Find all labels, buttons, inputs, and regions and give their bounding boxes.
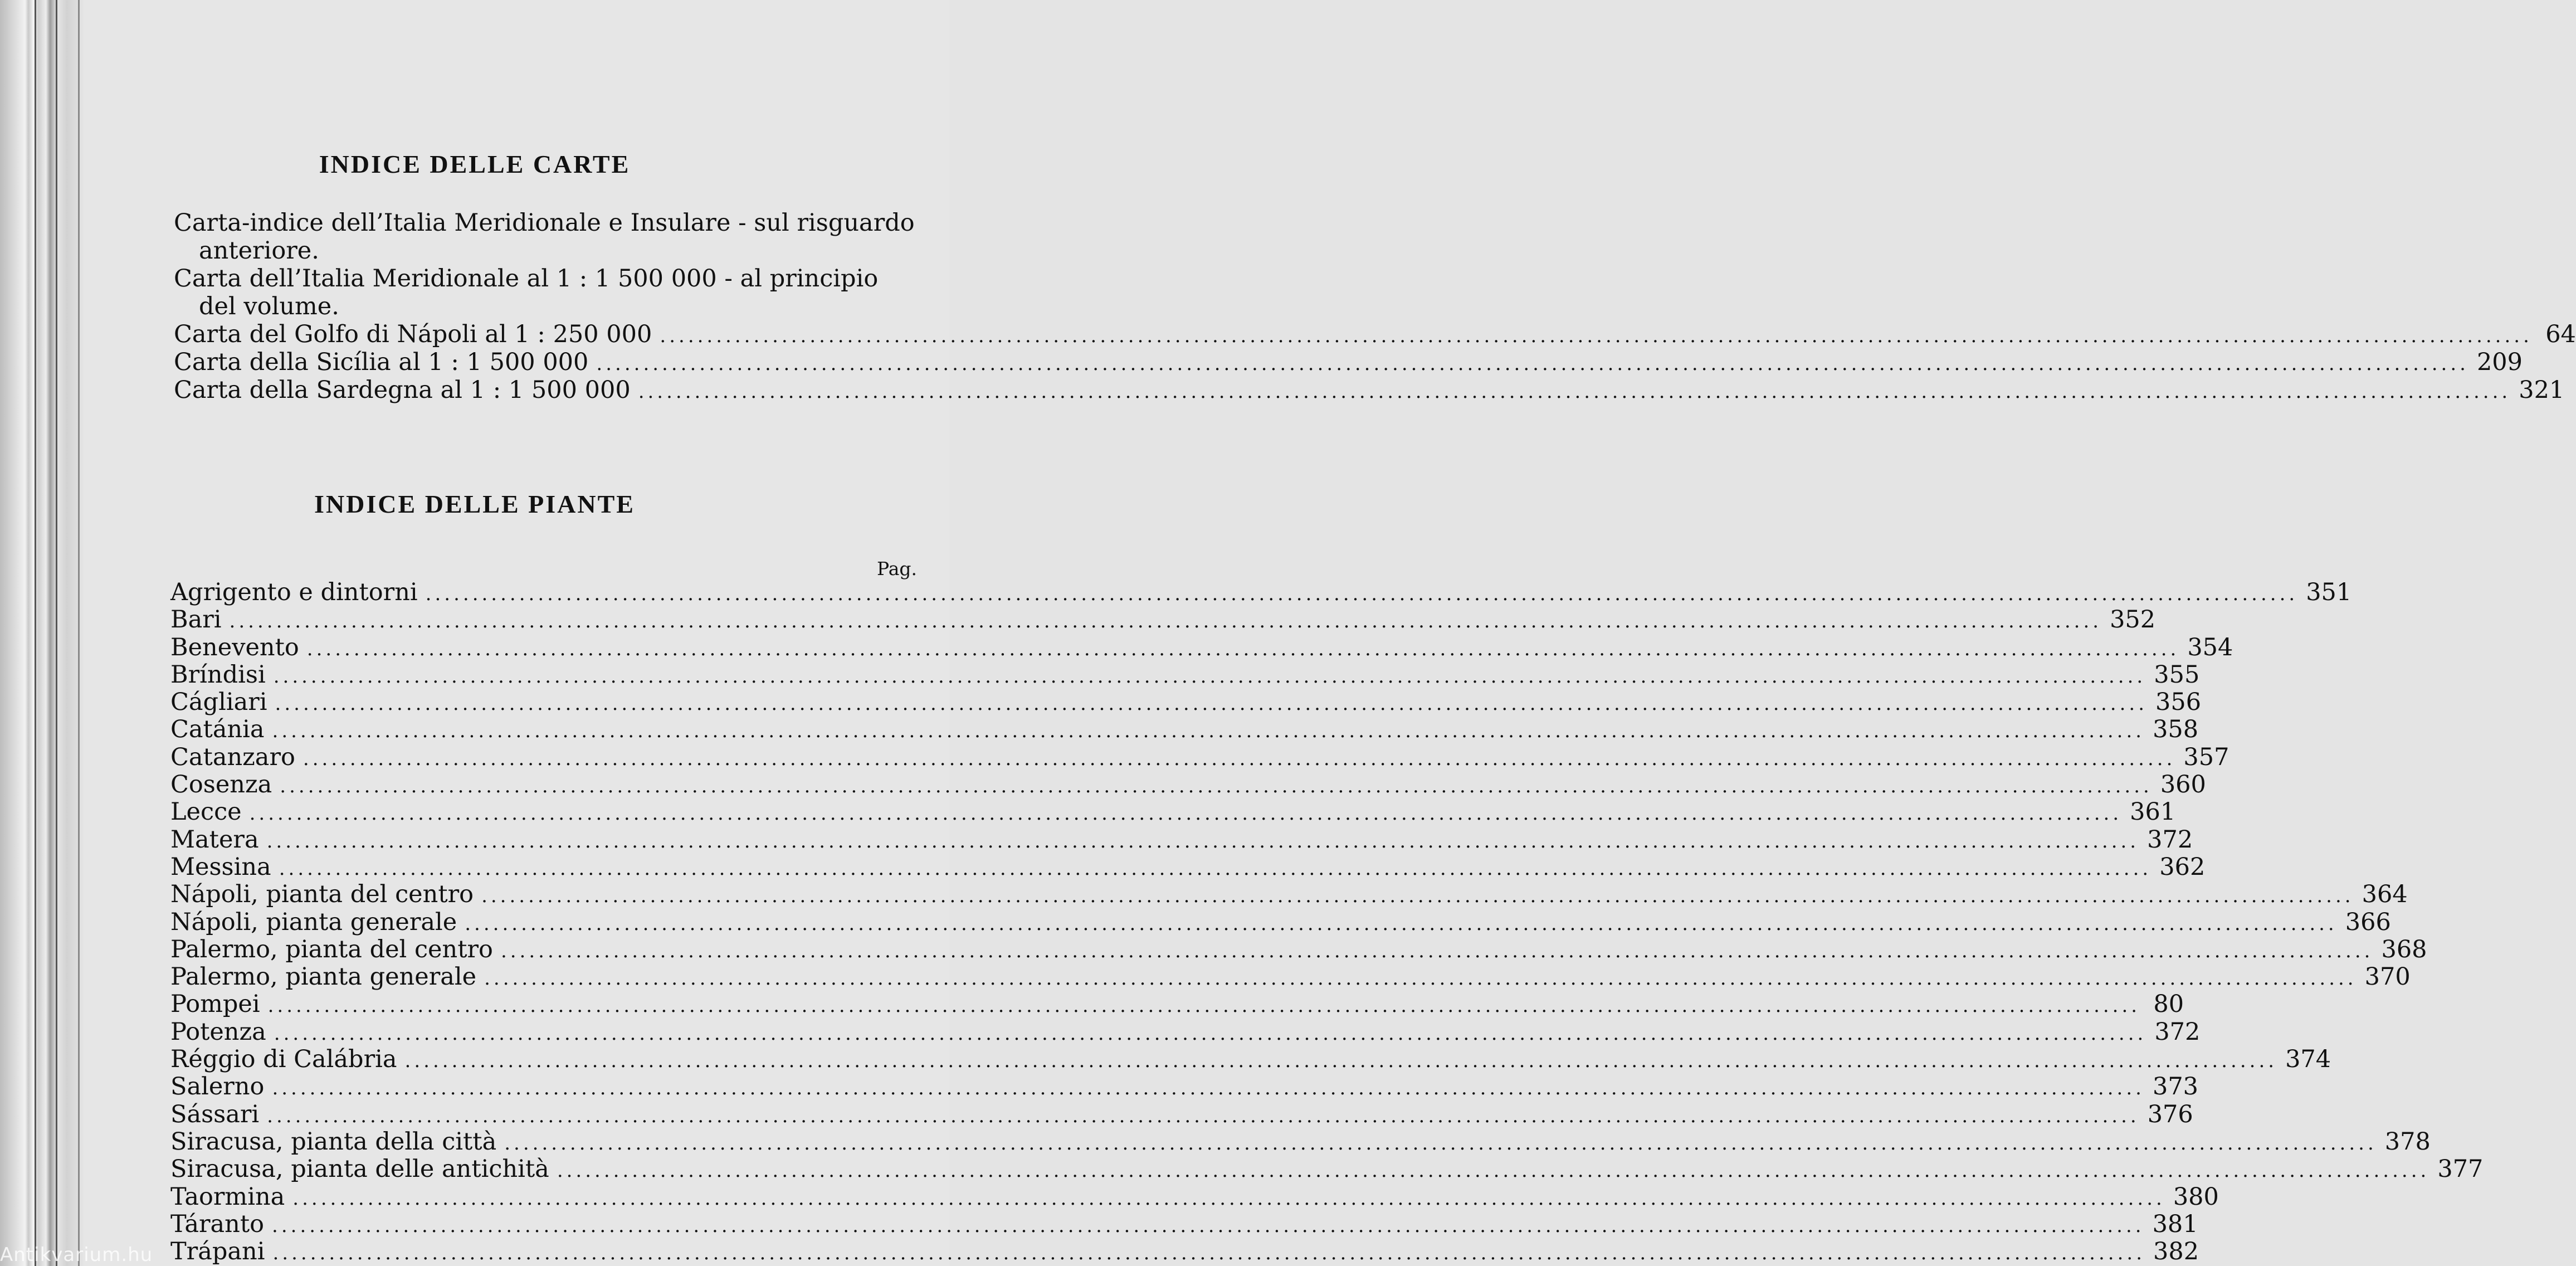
leader-dots: ........................................................................................................................................................................................................	[557, 1160, 2430, 1182]
index-entry	[170, 1073, 2199, 1101]
carte-entries	[174, 320, 2576, 404]
index-entry	[170, 1127, 2431, 1156]
leader-dots: ........................................................................................................................................................................................................	[292, 1187, 2165, 1210]
entry-label: Salerno	[170, 1073, 265, 1101]
carte-heading: INDICE DELLE CARTE	[319, 150, 631, 178]
index-entry	[170, 606, 2156, 634]
entry-page-number: 374	[2285, 1045, 2331, 1074]
entry-page-number: 381	[2152, 1210, 2198, 1238]
entry-label: Messina	[170, 853, 271, 881]
index-entry	[170, 963, 2411, 991]
leader-dots: ........................................................................................................................................................................................................	[484, 967, 2357, 990]
leader-dots: ........................................................................................................................................................................................................	[306, 637, 2180, 660]
entry-label: Catanzaro	[170, 743, 295, 771]
index-entry	[174, 376, 2565, 404]
index-entry	[170, 853, 2206, 881]
entry-page-number: 358	[2153, 715, 2199, 744]
entry-label: Potenza	[170, 1017, 266, 1046]
leader-dots: ........................................................................................................................................................................................................	[272, 1242, 2146, 1265]
entry-page-number: 368	[2381, 935, 2427, 963]
book-spine-edge	[0, 0, 84, 1266]
leader-dots: ........................................................................................................................................................................................................	[272, 720, 2145, 743]
entry-page-number: 366	[2345, 908, 2391, 936]
piante-entries	[170, 578, 2484, 1266]
leader-dots: ........................................................................................................................................................................................................	[425, 583, 2299, 605]
entry-page-number: 352	[2110, 606, 2156, 634]
entry-page-number: 355	[2154, 660, 2200, 689]
entry-label: Táranto	[170, 1210, 265, 1238]
entry-label: Siracusa, pianta delle antichità	[170, 1155, 549, 1184]
page-column-header: Pag.	[876, 558, 917, 580]
index-entry	[170, 1017, 2201, 1046]
entry-page-number: 373	[2152, 1073, 2199, 1101]
entry-page-number: 357	[2183, 743, 2229, 771]
entry-label: Palermo, pianta generale	[170, 963, 477, 991]
leader-dots: ........................................................................................................................................................................................................	[272, 1214, 2145, 1237]
page-edge-line	[56, 0, 57, 1266]
entry-label: Réggio di Calábria	[170, 1045, 397, 1074]
leader-dots: ........................................................................................................................................................................................................	[596, 353, 2469, 375]
entry-page-number: 382	[2153, 1238, 2199, 1266]
entry-page-number: 80	[2153, 990, 2184, 1019]
index-entry	[170, 880, 2408, 909]
entry-page-number: 209	[2476, 348, 2523, 376]
entry-page-number: 356	[2155, 688, 2202, 717]
entry-label: Carta della Sardegna al 1 : 1 500 000	[174, 376, 631, 404]
entry-label: Catánia	[170, 715, 265, 744]
entry-page-number: 360	[2160, 771, 2206, 799]
index-entry	[170, 743, 2229, 771]
entry-page-number: 378	[2384, 1127, 2431, 1156]
entry-label: Carta della Sicília al 1 : 1 500 000	[174, 348, 589, 376]
leader-dots: ........................................................................................................................................................................................................	[267, 995, 2141, 1017]
entry-page-number: 372	[2154, 1017, 2201, 1046]
entry-page-number: 377	[2437, 1155, 2484, 1184]
leader-dots: ........................................................................................................................................................................................................	[267, 1104, 2140, 1127]
index-entry	[170, 1100, 2193, 1128]
index-entry	[170, 771, 2206, 799]
index-entry	[170, 1210, 2198, 1238]
index-entry	[170, 798, 2176, 826]
piante-index	[170, 558, 2484, 1266]
index-entry	[174, 320, 2576, 348]
leader-dots: ........................................................................................................................................................................................................	[500, 939, 2374, 962]
carte-index	[174, 209, 2576, 404]
entry-label: Bríndisi	[170, 660, 266, 689]
entry-page-number: 354	[2187, 633, 2233, 661]
leader-dots: ........................................................................................................................................................................................................	[504, 1132, 2377, 1155]
index-entry	[170, 660, 2200, 689]
index-entry	[170, 633, 2233, 661]
page-edge-line	[35, 0, 36, 1266]
entry-label: Cosenza	[170, 771, 272, 799]
leader-dots: ........................................................................................................................................................................................................	[279, 857, 2152, 880]
leader-dots: ........................................................................................................................................................................................................	[303, 747, 2176, 770]
entry-page-number: 380	[2173, 1182, 2219, 1211]
leader-dots: ........................................................................................................................................................................................................	[275, 693, 2148, 715]
piante-heading: INDICE DELLE PIANTE	[314, 490, 635, 518]
leader-dots: ........................................................................................................................................................................................................	[280, 775, 2153, 798]
entry-label: Nápoli, pianta generale	[170, 908, 457, 936]
index-entry	[170, 688, 2202, 717]
entry-page-number: 351	[2306, 578, 2352, 606]
leader-dots: ........................................................................................................................................................................................................	[272, 1077, 2145, 1100]
index-entry	[174, 348, 2523, 376]
entry-label: Trápani	[170, 1238, 265, 1266]
entry-page-number: 376	[2147, 1100, 2193, 1128]
index-entry	[170, 990, 2184, 1019]
leader-dots: ........................................................................................................................................................................................................	[229, 610, 2102, 633]
leader-dots: ........................................................................................................................................................................................................	[660, 325, 2533, 347]
entry-page-number: 362	[2159, 853, 2206, 881]
entry-label: Carta del Golfo di Nápoli al 1 : 250 000	[174, 320, 652, 348]
entry-page-number: 361	[2130, 798, 2176, 826]
entry-label: Sássari	[170, 1100, 260, 1128]
index-entry	[170, 715, 2199, 744]
leader-dots: ........................................................................................................................................................................................................	[638, 381, 2511, 403]
carte-intro-line: Carta dell’Italia Meridionale al 1 : 1 500 000 - al principio del volume.	[174, 265, 879, 320]
entry-page-number: 64	[2545, 320, 2576, 348]
entry-page-number: 364	[2362, 880, 2408, 909]
entry-label: Matera	[170, 825, 259, 854]
entry-label: Cágliari	[170, 688, 267, 717]
index-entry	[170, 1182, 2219, 1211]
leader-dots: ........................................................................................................................................................................................................	[481, 885, 2354, 908]
leader-dots: ........................................................................................................................................................................................................	[274, 1022, 2147, 1045]
entry-page-number: 370	[2364, 963, 2411, 991]
entry-page-number: 372	[2147, 825, 2193, 854]
index-entry	[170, 825, 2193, 854]
leader-dots: ........................................................................................................................................................................................................	[249, 802, 2123, 825]
carte-intro-line: Carta-indice dell’Italia Meridionale e Insulare - sul risguardo anteriore.	[174, 209, 915, 265]
leader-dots: ........................................................................................................................................................................................................	[404, 1050, 2278, 1073]
leader-dots: ........................................................................................................................................................................................................	[273, 665, 2146, 688]
entry-label: Pompei	[170, 990, 260, 1019]
index-entry	[170, 1238, 2199, 1266]
entry-label: Taormina	[170, 1182, 285, 1211]
index-entry	[170, 1045, 2331, 1074]
entry-label: Agrigento e dintorni	[170, 578, 418, 606]
entry-label: Siracusa, pianta della città	[170, 1127, 497, 1156]
entry-label: Lecce	[170, 798, 242, 826]
leader-dots: ........................................................................................................................................................................................................	[465, 912, 2338, 935]
watermark: Antikvarium.hu	[0, 1244, 153, 1266]
index-entry	[170, 908, 2391, 936]
entry-page-number: 321	[2519, 376, 2565, 404]
entry-label: Benevento	[170, 633, 299, 661]
index-entry	[170, 578, 2352, 606]
entry-label: Bari	[170, 606, 222, 634]
index-entry	[170, 935, 2427, 963]
leader-dots: ........................................................................................................................................................................................................	[266, 830, 2140, 853]
entry-label: Nápoli, pianta del centro	[170, 880, 474, 909]
entry-label: Palermo, pianta del centro	[170, 935, 493, 963]
page-edge-line	[78, 0, 80, 1266]
index-entry	[170, 1155, 2484, 1184]
